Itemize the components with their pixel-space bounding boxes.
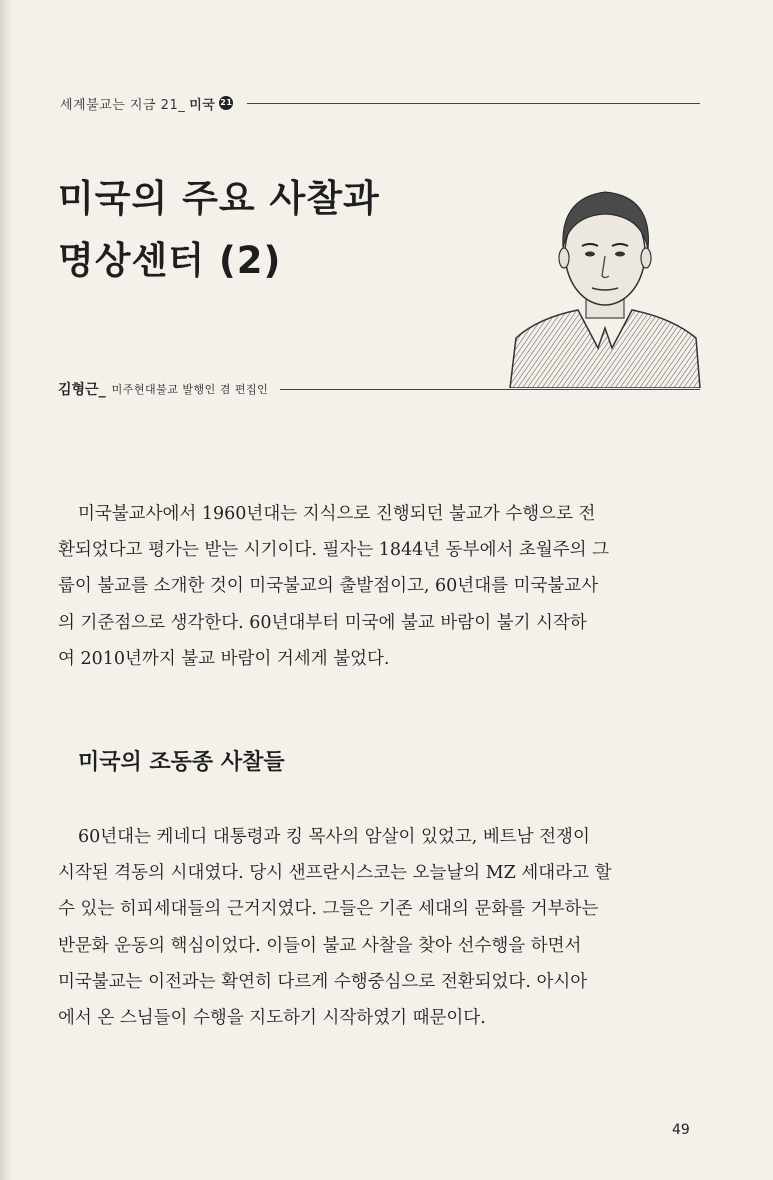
paragraph-line: 에서 온 스님들이 수행을 지도하기 시작하였기 때문이다. [58, 1008, 486, 1029]
paragraph-line: 수 있는 히피세대들의 근거지였다. 그들은 기존 세대의 문화를 거부하는 [58, 899, 599, 920]
body-paragraph-1 [58, 496, 700, 677]
title-line-1: 미국의 주요 사찰과 [58, 177, 380, 220]
author-portrait [508, 178, 702, 388]
paragraph-line: 반문화 운동의 핵심이었다. 이들이 불교 사찰을 찾아 선수행을 하면서 [58, 935, 582, 956]
author-name: 김형근_ [58, 382, 106, 398]
paragraph-line: 시작된 격동의 시대였다. 당시 샌프란시스코는 오늘날의 MZ 세대라고 할 [58, 863, 612, 884]
paragraph-line: 미국불교사에서 1960년대는 지식으로 진행되던 불교가 수행으로 전 [78, 504, 596, 524]
paragraph-line: 미국불교는 이전과는 확연히 다르게 수행중심으로 전환되었다. 아시아 [58, 971, 588, 992]
article-title [58, 168, 498, 292]
title-line-2: 명상센터 (2) [58, 239, 282, 282]
body-paragraph-2 [58, 819, 700, 1036]
page-number: 49 [672, 1122, 690, 1138]
paragraph-line: 의 기준점으로 생각한다. 60년대부터 미국에 불교 바람이 불기 시작하 [58, 612, 587, 633]
byline-rule [280, 389, 700, 390]
paragraph-line: 여 2010년까지 불교 바람이 거세게 불었다. [58, 648, 390, 669]
series-number-badge: 21 [219, 96, 233, 110]
series-header [60, 93, 700, 113]
author-byline [58, 380, 700, 398]
paragraph-line: 60년대는 케네디 대통령과 킹 목사의 암살이 있었고, 베트남 전쟁이 [78, 827, 590, 847]
series-label: 세계불교는 지금 21_ [60, 97, 186, 113]
paragraph-line: 룹이 불교를 소개한 것이 미국불교의 출발점이고, 60년대를 미국불교사 [58, 576, 599, 597]
author-role: 미주현대불교 발행인 겸 편집인 [111, 383, 269, 396]
series-name: 미국 [189, 97, 216, 113]
section-heading: 미국의 조동종 사찰들 [78, 750, 285, 775]
header-rule [247, 103, 700, 104]
paragraph-line: 환되었다고 평가는 받는 시기이다. 필자는 1844년 동부에서 초월주의 그 [58, 540, 610, 561]
page-spine-shadow [0, 0, 14, 1180]
